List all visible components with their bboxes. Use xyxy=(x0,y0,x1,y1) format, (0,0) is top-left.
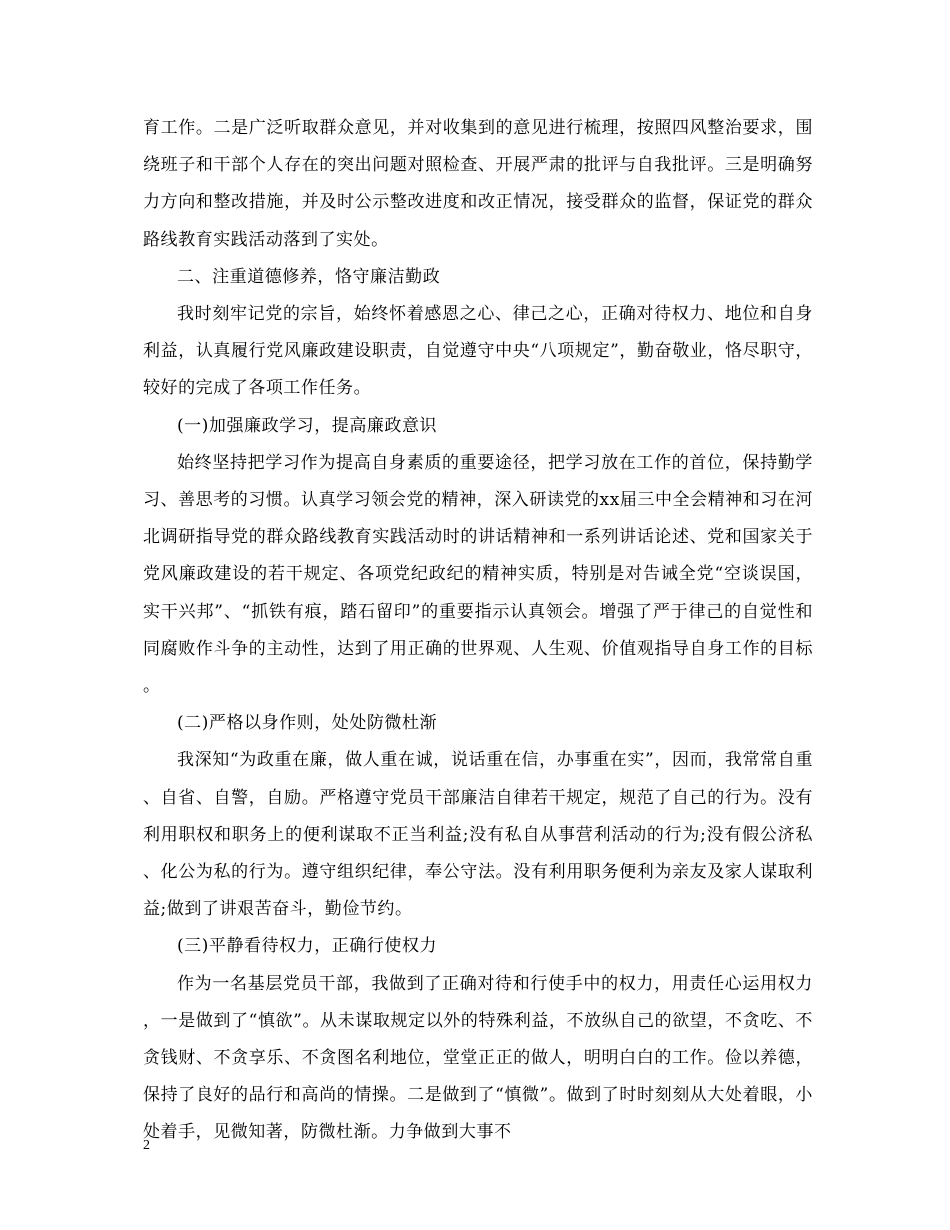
subsection-heading-3: (三)平静看待权力，正确行使权力 xyxy=(177,936,438,957)
section-heading-2: 二、注重道德修养，恪守廉洁勤政 xyxy=(177,266,441,287)
paragraph-body: 我时刻牢记党的宗旨，始终怀着感恩之心、律己之心，正确对待权力、地位和自身利益，认真履行党风廉政建设职责，自觉遵守中央“八项规定”，勤奋敬业，恪尽职守，较好的完成了各项工作任务。 xyxy=(143,304,813,399)
paragraph-body: 我深知“为政重在廉，做人重在诚，说话重在信，办事重在实”，因而，我常常自重、自省、自警，自励。严格遵守党员干部廉洁自律若干规定，规范了自己的行为。没有利用职权和职务上的便利谋取不正当利益;没有私自从事营利活动的行为;没有假公济私、化公为私的行为。遵守组织纪律，奉公守法。没有利用职务便利为亲友及家人谋取利益;做到了讲艰苦奋斗，勤俭节约。 xyxy=(143,750,813,920)
paragraph-continuation: 育工作。二是广泛听取群众意见，并对收集到的意见进行梳理，按照四风整治要求，围绕班子和干部个人存在的突出问题对照检查、开展严肃的批评与自我批评。三是明确努力方向和整改措施，并及时公示整改进度和改正情况，接受群众的监督，保证党的群众路线教育实践活动落到了实处。 xyxy=(143,118,813,250)
page-number: 2 xyxy=(143,1138,150,1153)
paragraph-body: 作为一名基层党员干部，我做到了正确对待和行使手中的权力，用责任心运用权力，一是做到了“慎欲”。从未谋取规定以外的特殊利益，不放纵自己的欲望，不贪吃、不贪钱财、不贪享乐、不贪图名利地位，堂堂正正的做人，明明白白的工作。俭以养德，保持了良好的品行和高尚的情操。二是做到了“慎微”。做到了时时刻刻从大处着眼，小处着手，见微知著，防微杜渐。力争做到大事不 xyxy=(143,973,813,1143)
subsection-heading-2: (二)严格以身作则，处处防微杜渐 xyxy=(177,713,438,734)
subsection-heading-1: (一)加强廉政学习，提高廉政意识 xyxy=(177,415,438,436)
paragraph-body: 始终坚持把学习作为提高自身素质的重要途径，把学习放在工作的首位，保持勤学习、善思考的习惯。认真学习领会党的精神，深入研读党的xx届三中全会精神和习在河北调研指导党的群众路线教育实践活动时的讲话精神和一系列讲话论述、党和国家关于党风廉政建设的若干规定、各项党纪政纪的精神实质，特别是对告诫全党“空谈误国，实干兴邦”、“抓铁有痕，踏石留印”的重要指示认真领会。增强了严于律己的自觉性和同腐败作斗争的主动性，达到了用正确的世界观、人生观、价值观指导自身工作的目标。 xyxy=(143,452,813,697)
document-body xyxy=(143,110,813,1152)
